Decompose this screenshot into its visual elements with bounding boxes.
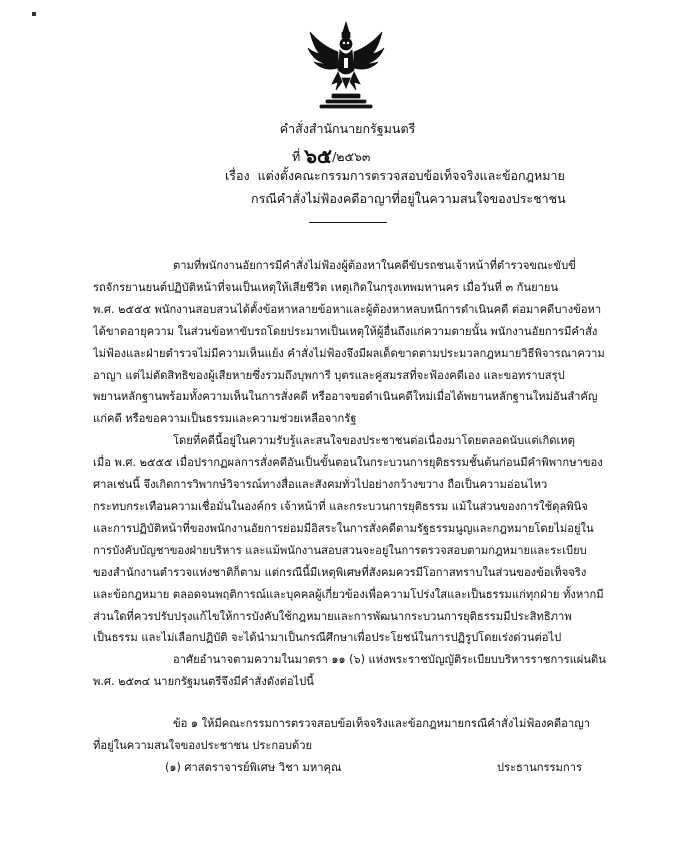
body-line: รถจักรยานยนต์ปฏิบัติหน้าที่จนเป็นเหตุให้เสียชีวิต เหตุเกิดในกรุงเทพมหานคร เมื่อวันที่ ๓ กันยายน xyxy=(93,280,559,294)
order-number-value: ๖๕ xyxy=(304,144,333,168)
body-line: โดยที่คดีนี้อยู่ในความรับรู้และสนใจของประชาชนต่อเนื่องมาโดยตลอดนับแต่เกิดเหตุ xyxy=(173,434,575,448)
body-line: ส่วนใดที่ควรปรับปรุงแก้ไขให้การบังคับใช้กฎหมายและการพัฒนากระบวนการยุติธรรมมีประสิทธิภาพ xyxy=(93,609,572,623)
body-line: ศาลเช่นนี้ จึงเกิดการวิพากษ์วิจารณ์ทางสื่อและสังคมทั่วไปอย่างกว้างขวาง ถือเป็นความอ่อนไหว xyxy=(93,478,548,492)
clause-line: ข้อ ๑ ให้มีคณะกรรมการตรวจสอบข้อเท็จจริงและข้อกฎหมายกรณีคำสั่งไม่ฟ้องคดีอาญา xyxy=(173,717,591,731)
order-body xyxy=(93,255,608,779)
order-title: คำสั่งสำนักนายกรัฐมนตรี xyxy=(279,121,416,136)
body-line: เมื่อ พ.ศ. ๒๕๕๕ เมื่อปรากฏผลการสั่งคดีอันเป็นขั้นตอนในกระบวนการยุติธรรมชั้นต้นก่อนมีคำพิพากษาของ xyxy=(93,456,603,470)
spacer xyxy=(93,693,608,713)
scan-speck xyxy=(32,12,36,16)
clause-line: ที่อยู่ในความสนใจของประชาชน ประกอบด้วย xyxy=(93,739,313,753)
body-line: การบังคับบัญชาของฝ่ายบริหาร และแม้พนักงานสอบสวนจะอยู่ในการตรวจสอบตามกฎหมายและระเบียบ xyxy=(93,543,587,557)
member-name: (๑) ศาสตราจารย์พิเศษ วิชา มหาคุณ xyxy=(165,760,342,774)
body-line: พยานหลักฐานพร้อมทั้งความเห็นในการสั่งคดี หรืออาจขอดำเนินคดีใหม่เมื่อได้พยานหลักฐานใหม่อันสำคัญ xyxy=(93,390,598,404)
body-line: อาญา แต่ไม่ตัดสิทธิของผู้เสียหายซึ่งรวมถึงบุพการี บุตรและคู่สมรสที่จะฟ้องคดีเอง และขอทราบสรุป xyxy=(93,368,565,382)
body-line: ของสำนักงานตำรวจแห่งชาติก็ตาม แต่กรณีนี้มีเหตุพิเศษที่สังคมควรมีโอกาสทราบในส่วนของข้อเท็จจริง xyxy=(93,565,587,579)
member-row xyxy=(93,757,608,779)
body-line: กระทบกระเทือนความเชื่อมั่นในองค์กร เจ้าหน้าที่ และกระบวนการยุติธรรม แม้ในส่วนของการใช้ดุลพินิจ xyxy=(93,499,588,513)
body-line: ได้ขาดอายุความ ในส่วนข้อหาขับรถโดยประมาทเป็นเหตุให้ผู้อื่นถึงแก่ความตายนั้น พนักงานอัยการมีคำสั่ง xyxy=(93,324,598,338)
body-line: เป็นธรรม และไม่เลือกปฏิบัติ จะได้นำมาเป็นกรณีศึกษาเพื่อประโยชน์ในการปฏิรูปโดยเร่งด่วนต่อไป xyxy=(93,631,562,645)
body-line: ตามที่พนักงานอัยการมีคำสั่งไม่ฟ้องผู้ต้องหาในคดีขับรถชนเจ้าหน้าที่ตำรวจขณะขับขี่ xyxy=(173,259,576,272)
subject-line-1: แต่งตั้งคณะกรรมการตรวจสอบข้อเท็จจริงและข้อกฎหมาย xyxy=(257,168,565,183)
body-line: แก่คดี หรือขอความเป็นธรรมและความช่วยเหลือจากรัฐ xyxy=(93,412,357,426)
subject-line-2: กรณีคำสั่งไม่ฟ้องคดีอาญาที่อยู่ในความสนใจของประชาชน xyxy=(251,191,566,206)
body-line: ไม่ฟ้องและฝ่ายตำรวจไม่มีความเห็นแย้ง คำสั่งไม่ฟ้องจึงมีผลเด็ดขาดตามประมวลกฎหมายวิธีพิจารณาความ xyxy=(93,346,605,360)
body-line: อาศัยอำนาจตามความในมาตรา ๑๑ (๖) แห่งพระราชบัญญัติระเบียบบริหารราชการแผ่นดิน xyxy=(173,653,606,667)
body-line: พ.ศ. ๒๕๕๕ พนักงานสอบสวนได้ตั้งข้อหาหลายข้อหาและผู้ต้องหาหลบหนีการดำเนินคดี ต่อมาคดีบางข้อหา xyxy=(93,302,602,316)
garuda-emblem-icon xyxy=(306,18,386,110)
body-line: และข้อกฎหมาย ตลอดจนพฤติการณ์และบุคคลผู้เกี่ยวข้องเพื่อความโปร่งใสและเป็นธรรมแก่ทุกฝ่าย ทั้งหากมี xyxy=(93,587,604,601)
divider xyxy=(309,222,387,223)
order-number-prefix: ที่ xyxy=(292,149,301,164)
body-line: และการปฏิบัติหน้าที่ของพนักงานอัยการย่อมมีอิสระในการสั่งคดีตามรัฐธรรมนูญและกฎหมายโดยไม่อยู่ใน xyxy=(93,521,594,535)
order-number-year: /๒๕๖๓ xyxy=(332,149,371,164)
member-role: ประธานกรรมการ xyxy=(496,760,582,774)
subject-label: เรื่อง xyxy=(225,168,250,183)
body-line: พ.ศ. ๒๕๓๔ นายกรัฐมนตรีจึงมีคำสั่งดังต่อไปนี้ xyxy=(93,675,314,689)
order-subject xyxy=(225,166,565,186)
